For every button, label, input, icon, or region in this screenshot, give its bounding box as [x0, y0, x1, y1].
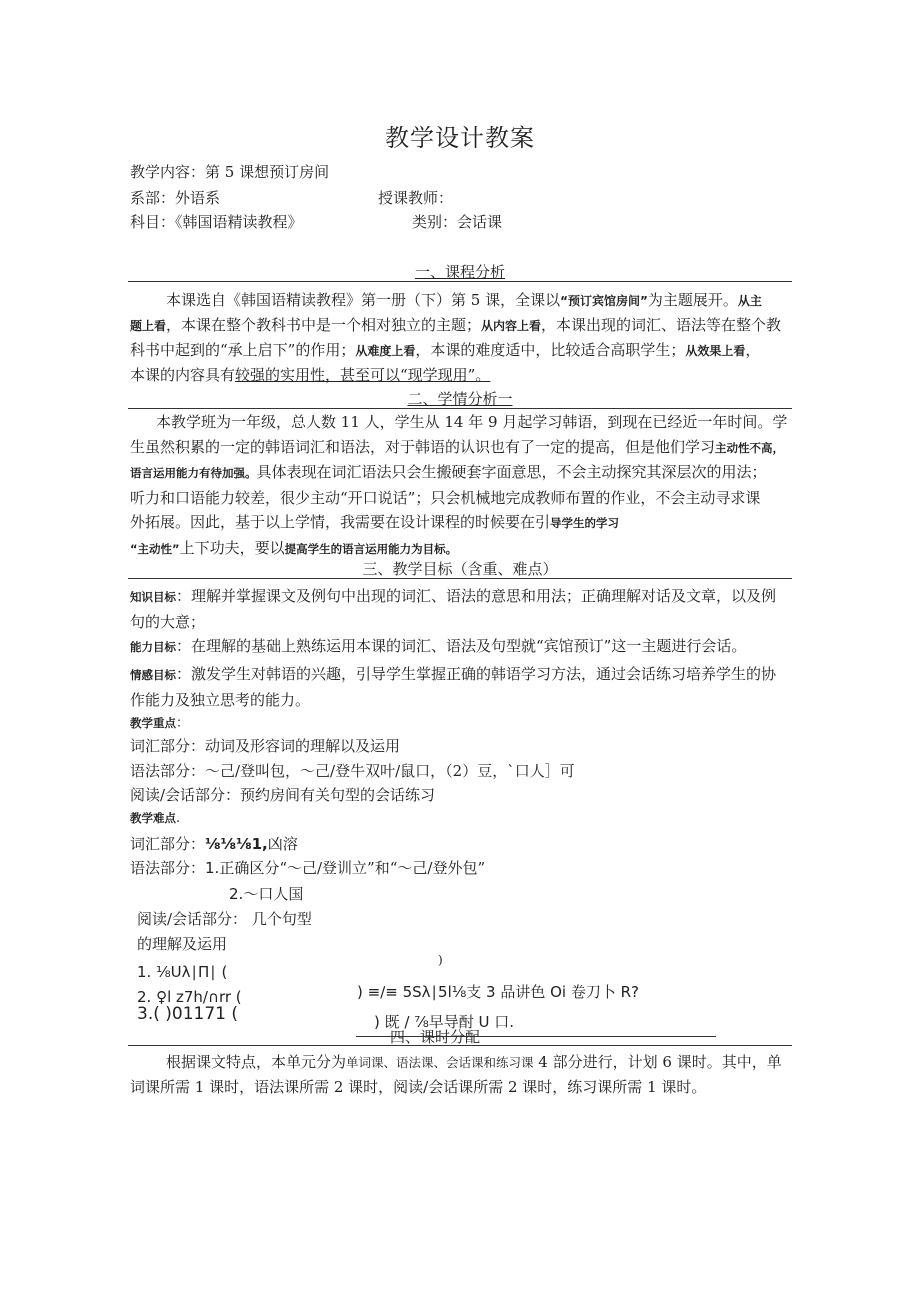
section-heading-teaching-objectives: [0, 558, 920, 579]
text-run-emph: 单词课、语法课、会话课和练习课: [346, 1055, 534, 1070]
sentence-pattern-3b: ) 既 / ⅞早导酎 U 口.: [374, 1013, 515, 1031]
label-colon: ：: [176, 716, 190, 731]
paragraph-line: [130, 1075, 792, 1100]
paragraph-line: [130, 662, 792, 688]
student-analysis-paragraph: [130, 410, 792, 561]
paragraph-line: [130, 610, 792, 635]
section-rule: [128, 578, 792, 579]
text-run: ：激发学生对韩语的兴趣，引导学生掌握正确的韩语学习方法，通过会话练习培养学生的协: [176, 665, 777, 683]
text-run: 本课选自《韩国语精读教程》第一册（下）第 5 课，全课以: [166, 291, 561, 309]
sentence-pattern-2-clipped: [137, 988, 297, 1006]
text-run-emph: 从主: [737, 294, 762, 308]
text-run: 正确区分“〜己/登训立”和“〜己/登外包”: [219, 859, 486, 877]
text-run: 具体表现在词汇语法只会生搬硬套字面意思，不会主动探究其深层次的用法；: [256, 463, 767, 481]
text-run: 2.: [229, 885, 244, 903]
time-allocation-paragraph: [130, 1050, 792, 1100]
difficult-point-grammar-2: [229, 884, 303, 904]
difficult-point-reading: 阅读/会话部分： 几个句型: [137, 910, 312, 928]
page-title: 教学设计教案: [385, 124, 535, 152]
difficult-point-vocab: [130, 834, 298, 854]
text-run-underlined: 较强的实用性，甚至可以“现学现用”。: [235, 366, 491, 384]
sentence-pattern-1b: ) ≡∕≡ 5Sλ∣5l⅛支 3 品讲色 Oi 卷刀卜 R?: [357, 983, 640, 1001]
text-run: 本教学班为一年级，总人数 11 人，学生从 14 年 9 月起学习韩语，到现在已经近一年时间。学: [156, 413, 788, 431]
section-rule: [128, 281, 792, 282]
emotional-objective: [130, 662, 792, 713]
text-run: 4 部分进行，计划 6 课时。其中，单: [533, 1053, 782, 1071]
key-point-grammar: 语法部分：〜己/登叫包，〜己/登牛双叶/鼠口，（2）豆，`口人］可: [130, 762, 575, 780]
paragraph-line: [130, 338, 792, 363]
section-rule: [128, 408, 792, 409]
paragraph-line: [130, 313, 792, 338]
section-heading-text: 一、课程分析: [414, 263, 505, 281]
text-run: ，本课出现的词汇、语法等在整个教: [541, 316, 782, 334]
text-run: 外拓展。因此，基于以上学情，我需要在设计课程的时候要在引: [130, 513, 551, 531]
text-run-emph: 语言运用能力有待加强。: [130, 466, 257, 480]
label-emotional-objective: 情感目标: [130, 668, 176, 682]
section-heading-text: 四、课时分配: [390, 1028, 481, 1046]
text-run: 词汇部分：: [130, 835, 206, 853]
sentence-pattern-1: 1. ⅛Uλ∣Π∣ (: [137, 963, 228, 981]
paragraph-line: [130, 363, 792, 387]
paragraph-line: [130, 435, 792, 461]
section-rule: [128, 1045, 792, 1046]
paragraph-line: [130, 688, 792, 713]
paragraph-line: [130, 288, 792, 313]
text-run: ，本课的难度适中，比较适合高职学生；: [415, 341, 686, 359]
text-run: 上下功夫，要以: [179, 538, 285, 557]
text-run: 2. ♀l z7h/∩rr (: [137, 988, 242, 1006]
section-heading-student-analysis: [0, 388, 920, 409]
text-run-emph: 题上看: [130, 319, 167, 333]
text-run-emph: 导学生的学习: [550, 516, 620, 530]
text-run: ：理解并掌握课文及例句中出现的词汇、语法的意思和用法；正确理解对话及文章，以及例: [176, 587, 777, 605]
text-run-emph: 从难度上看: [355, 344, 416, 358]
text-run-emph: 提高学生的语言运用能力为目标。: [284, 541, 458, 556]
text-run-emph: “主动性”: [130, 541, 180, 556]
label-text: 教学重点: [130, 716, 176, 730]
department: 系部：外语系: [130, 189, 221, 207]
text-run-emph: 主动性不高，: [715, 440, 785, 455]
sentence-pattern-1-close: ): [438, 953, 443, 967]
label-text: 教学难点: [130, 811, 176, 825]
label-dot: .: [176, 811, 181, 826]
text-run: 生虽然积累的一定的韩语词汇和语法，对于韩语的认识也有了一定的提高，但是他们学习: [130, 437, 716, 456]
subject: 科目：《韩国语精读教程》: [130, 213, 303, 231]
text-run: ：在理解的基础上熟练运用本课的词汇、语法及句型就“宾馆预订”这一主题进行会话。: [176, 637, 747, 655]
text-run-emph: 从内容上看: [481, 319, 542, 333]
text-run: 凶溶: [267, 835, 298, 853]
text-run: 为主题展开。: [647, 291, 738, 309]
label-knowledge-objective: 知识目标: [130, 590, 176, 604]
section-heading-text: 三、教学目标（含重、难点）: [362, 560, 558, 578]
text-run: 1.: [205, 859, 220, 877]
text-run: 语法部分：: [130, 859, 206, 877]
paragraph-line: [130, 510, 792, 536]
text-run: 科书中起到的“承上启下”的作用；: [130, 341, 356, 359]
course-analysis-paragraph: [130, 288, 792, 387]
ability-objective: [130, 634, 792, 659]
section-heading-text: 二、学情分析一: [407, 390, 513, 408]
text-run: 根据课文特点，本单元分为: [166, 1053, 347, 1071]
text-run-emph: “预订宾馆房间”: [560, 294, 648, 308]
difficult-points-label: [130, 810, 180, 826]
paragraph-line: [130, 1050, 792, 1075]
category: 类别：会话课: [412, 213, 503, 231]
text-run-emph: 从效果上看: [685, 344, 746, 358]
section-heading-course-analysis: [0, 261, 920, 282]
text-run: 〜口人国: [243, 885, 304, 903]
sentence-pattern-3: 3.( )01171 (: [137, 1004, 239, 1024]
teaching-content: 教学内容：第 5 课想预订房间: [130, 163, 330, 181]
text-run: ，本课在整个教科书中是一个相对独立的主题；: [166, 316, 482, 334]
paragraph-line: [130, 460, 792, 486]
text-run: 词课所需 1 课时，语法课所需 2 课时，阅读/会话课所需 2 课时，练习课所需 1 课时。: [130, 1078, 707, 1096]
difficult-point-reading-2: 的理解及运用: [137, 935, 228, 953]
key-point-reading: 阅读/会话部分：预约房间有关句型的会话练习: [130, 786, 436, 804]
text-run: 听力和口语能力较差，很少主动“开口说话”；只会机械地完成教师布置的作业，不会主动寻求课: [130, 488, 761, 507]
text-run: 作能力及独立思考的能力。: [130, 691, 311, 709]
paragraph-line: [130, 486, 792, 511]
text-run: ，: [745, 341, 761, 359]
teacher: 授课教师：: [378, 189, 454, 207]
label-ability-objective: 能力目标: [130, 640, 176, 654]
text-run: 本课的内容具有: [130, 366, 236, 384]
paragraph-line: [130, 410, 792, 435]
text-run: 句的大意；: [130, 613, 206, 631]
text-run: ⅛⅛⅛1,: [205, 835, 268, 853]
key-points-label: [130, 712, 189, 731]
difficult-point-grammar-1: [130, 858, 485, 878]
paragraph-line: [130, 584, 792, 610]
knowledge-objective: [130, 584, 792, 635]
key-point-vocab: 词汇部分：动词及形容词的理解以及运用: [130, 737, 401, 755]
